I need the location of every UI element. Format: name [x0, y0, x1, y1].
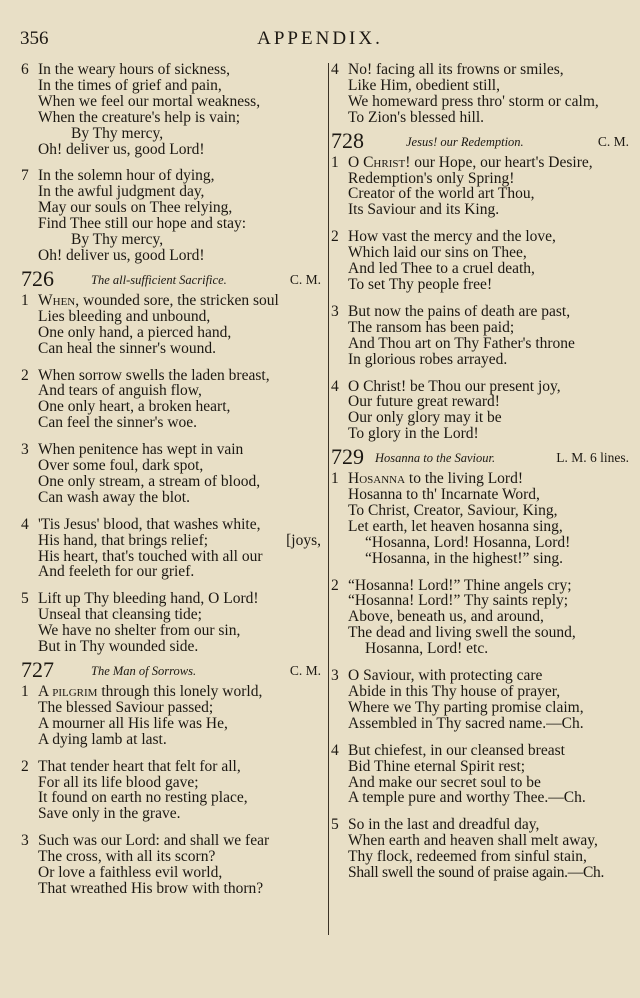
stanza: 4 'Tis Jesus' blood, that washes white, His hand, that brings relief; [joys, His heart, that's touched with all our And feeleth for our grief.	[21, 515, 321, 581]
stanza: 1 O Christ! our Hope, our heart's Desire, Redemption's only Spring! Creator of the world art Thou, Its Saviour and its King.	[331, 153, 593, 219]
hymn-meter: C. M.	[597, 133, 629, 149]
stanza: 5 So in the last and dreadful day, When earth and heaven shall melt away, Thy flock, redeemed from sinful stain, Shall swell the sound of praise again.—Ch.	[331, 816, 605, 882]
stanza: 4 No! facing all its frowns or smiles, Like Him, obedient still, We homeward press thro' storm or calm, To Zion's blessed hill.	[331, 61, 599, 126]
hymn-number: 728	[331, 127, 364, 153]
stanza: 4 But chiefest, in our cleansed breast Bid Thine eternal Spirit rest; And make our secret soul to be A temple pure and worthy Thee.—Ch.	[331, 741, 586, 807]
page-title: APPENDIX.	[257, 28, 383, 49]
right-column	[331, 62, 629, 881]
stanza: 3 O Saviour, with protecting care Abide in this Thy house of prayer, Where we Thy parting promise claim, Assembled in Thy sacred name.—Ch.	[331, 667, 584, 732]
hymn-meter: C. M.	[289, 663, 321, 678]
stanza: 1 A pilgrim through this lonely world, The blessed Saviour passed; A mourner all His life was He, A dying lamb at last.	[21, 683, 263, 748]
left-column	[21, 62, 321, 897]
hymn-header-727	[21, 657, 321, 684]
stanza: 4 O Christ! be Thou our present joy, Our future great reward! Our only glory may it be To glory in the Lord!	[331, 377, 561, 443]
page-header	[0, 28, 640, 54]
stanza: 3 Such was our Lord: and shall we fear The cross, with all its scorn? Or love a faithless evil world, That wreathed His brow with thorn?	[21, 832, 270, 897]
stanza: 3 But now the pains of death are past, The ransom has been paid; And Thou art on Thy Father's throne In glorious robes arrayed.	[331, 302, 575, 368]
column-divider	[328, 63, 329, 935]
stanza: 2 That tender heart that felt for all, For all its life blood gave; It found on earth no resting place, Save only in the grave.	[21, 757, 248, 823]
stanza: 1 When, wounded sore, the stricken soul Lies bleeding and unbound, One only hand, a pierced hand, Can heal the sinner's wound.	[21, 291, 279, 357]
page-number: 356	[20, 28, 49, 49]
hymn-title: The Man of Sorrows.	[91, 664, 197, 678]
stanza: 2 “Hosanna! Lord!” Thine angels cry; “Hosanna! Lord!” Thy saints reply; Above, beneath us, and around, The dead and living swell the sound, Hosanna, Lord! etc.	[331, 576, 576, 658]
stanza: 2 When sorrow swells the laden breast, And tears of anguish flow, One only heart, a broken heart, Can feel the sinner's woe.	[21, 366, 270, 432]
hymn-meter: L. M. 6 lines.	[556, 450, 629, 466]
hymn-title: Jesus! our Redemption.	[406, 134, 524, 149]
stanza: 1 Hosanna to the living Lord! Hosanna to th' Incarnate Word, To Christ, Creator, Saviour, King, Let earth, let heaven hosanna sing, “Hosanna, Lord! Hosanna, Lord! “Hosanna, in the highest!” sing.	[331, 470, 571, 567]
hymn-number: 726	[21, 265, 54, 291]
hymn-number: 729	[331, 444, 364, 470]
stanza: 5 Lift up Thy bleeding hand, O Lord! Unseal that cleansing tide; We have no shelter from our sin, But in Thy wounded side.	[21, 590, 259, 656]
hymn-header-726	[21, 266, 321, 293]
hymn-header-729	[331, 444, 629, 471]
stanza: 2 How vast the mercy and the love, Which laid our sins on Thee, And led Thee to a cruel death, To set Thy people free!	[331, 228, 556, 293]
hymn-title: The all-sufficient Sacrifice.	[91, 272, 227, 287]
hymn-meter: C. M.	[289, 271, 321, 287]
stanza: 3 When penitence has wept in vain Over some foul, dark spot, One only stream, a stream of blood, Can wash away the blot.	[21, 441, 261, 506]
hymn-title: Hosanna to the Saviour.	[375, 451, 496, 466]
hymn-number: 727	[21, 657, 54, 682]
stanza: 7 In the solemn hour of dying, In the awful judgment day, May our souls on Thee relying, Find Thee still our hope and stay: By Thy mercy, Oh! deliver us, good Lord!	[21, 167, 247, 264]
stanza: 6 In the weary hours of sickness, In the times of grief and pain, When we feel our mortal weakness, When the creature's help is vain; By Thy mercy, Oh! deliver us, good Lord!	[21, 61, 261, 158]
hymn-header-728	[331, 128, 629, 155]
